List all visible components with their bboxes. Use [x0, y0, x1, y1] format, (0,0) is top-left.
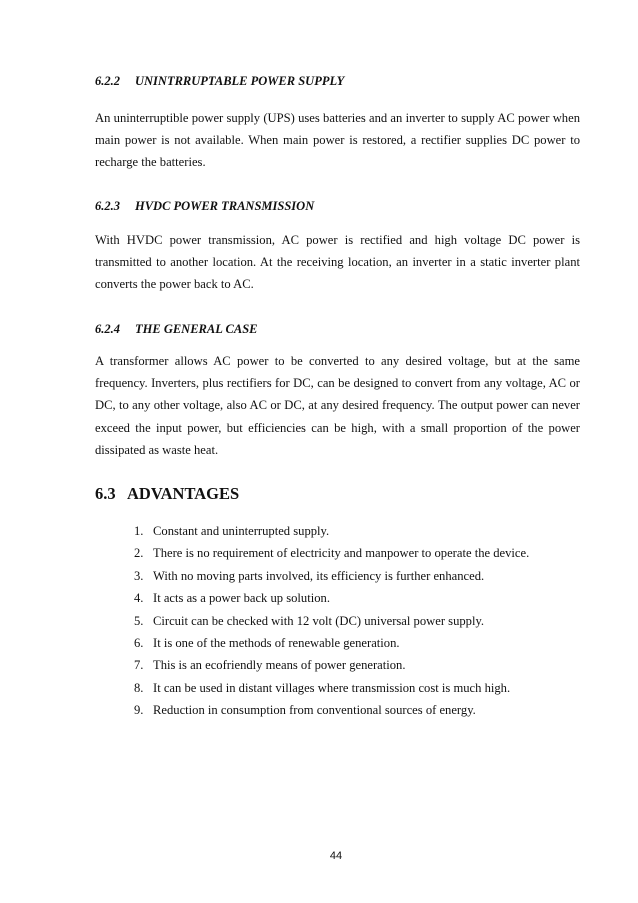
section-paragraph-ups: An uninterruptible power supply (UPS) uses batteries and an inverter to supply AC power when main power is not available. When main power is restored, a rectifier supplies DC power to recharge the batteries.: [95, 111, 580, 170]
section-number: 6.2.4: [95, 322, 120, 336]
list-item: [134, 587, 529, 609]
section-paragraph-general-case: A transformer allows AC power to be converted to any desired voltage, but at the same frequency. Inverters, plus rectifiers for DC, can be designed to convert from any voltage, AC or DC, to any other voltage, also AC or DC, at any desired frequency. The output power can never exceed the input power, but efficiencies can be high, with a small proportion of the power dissipated as waste heat.: [95, 354, 580, 457]
section-heading-ups: [95, 74, 344, 89]
list-item-number: 9.: [134, 703, 144, 718]
list-item-text: It is one of the methods of renewable generation.: [153, 635, 400, 650]
list-item-number: 8.: [134, 680, 144, 695]
list-item: [134, 699, 529, 721]
list-item-number: 5.: [134, 613, 144, 628]
list-item-number: 1.: [134, 524, 144, 538]
advantages-heading: [95, 484, 239, 504]
page-number: 44: [329, 850, 343, 862]
section-heading-general-case: [95, 322, 258, 337]
list-item-text: With no moving parts involved, its efficiency is further enhanced.: [153, 568, 485, 583]
section-heading-hvdc: [95, 199, 314, 214]
list-item-number: 4.: [134, 591, 144, 606]
section-paragraph-hvdc: With HVDC power transmission, AC power is rectified and high voltage DC power is transmitted to another location. At the receiving location, an inverter in a static inverter plant converts the power back to AC.: [95, 233, 580, 292]
list-item-text: There is no requirement of electricity and manpower to operate the device.: [153, 546, 530, 561]
list-item-text: Reduction in consumption from conventional sources of energy.: [153, 703, 476, 718]
list-item: [134, 654, 529, 676]
list-item-text: It acts as a power back up solution.: [153, 591, 330, 606]
list-item: [134, 542, 529, 564]
list-item: [134, 520, 529, 542]
section-title: UNINTRRUPTABLE POWER SUPPLY: [135, 74, 345, 88]
section-title: HVDC POWER TRANSMISSION: [135, 199, 315, 213]
list-item-number: 2.: [134, 546, 144, 561]
list-item-number: 3.: [134, 568, 144, 583]
list-item-text: Constant and uninterrupted supply.: [153, 524, 330, 538]
list-item: [134, 677, 529, 699]
list-item-text: It can be used in distant villages where transmission cost is much high.: [153, 680, 511, 695]
advantages-number: 6.3: [95, 484, 116, 503]
list-item: [134, 565, 529, 587]
advantages-title: ADVANTAGES: [127, 484, 240, 503]
section-title: THE GENERAL CASE: [135, 322, 258, 336]
advantages-list: [134, 520, 529, 722]
list-item-text: Circuit can be checked with 12 volt (DC) universal power supply.: [153, 613, 485, 628]
list-item: [134, 610, 529, 632]
section-number: 6.2.3: [95, 199, 120, 213]
section-number: 6.2.2: [95, 74, 120, 88]
list-item-text: This is an ecofriendly means of power generation.: [153, 658, 406, 673]
list-item-number: 7.: [134, 658, 144, 673]
list-item-number: 6.: [134, 635, 144, 650]
list-item: [134, 632, 529, 654]
